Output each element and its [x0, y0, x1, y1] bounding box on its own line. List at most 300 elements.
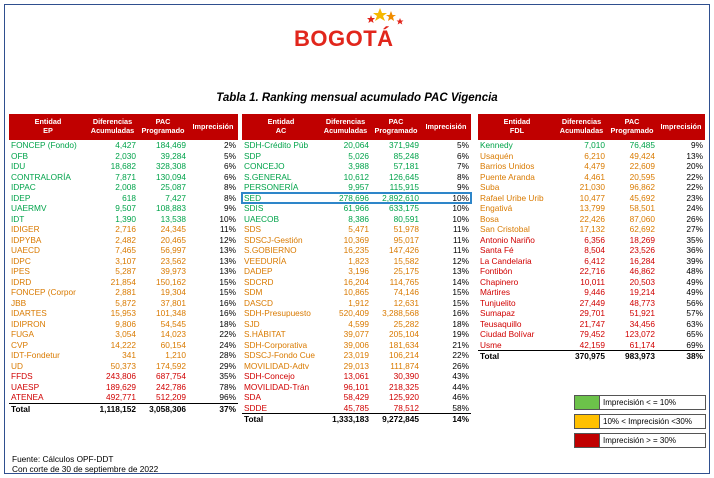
imprecision-cell: 10% — [219, 213, 236, 224]
imprecision-cell: 65% — [686, 329, 703, 339]
imprecision-cell: 26% — [452, 360, 469, 371]
table-row — [478, 182, 705, 193]
value-cell: 218,325 — [389, 381, 419, 392]
value-cell: 21,854 — [110, 276, 136, 287]
value-cell: 56,997 — [160, 245, 186, 255]
entity-cell: S.GENERAL — [244, 171, 292, 182]
imprecision-cell: 6% — [224, 171, 236, 182]
value-cell: 29,013 — [343, 360, 369, 371]
table-row — [9, 329, 238, 340]
value-cell: 16,284 — [629, 255, 655, 266]
table-row — [478, 287, 705, 298]
table-row — [9, 245, 238, 256]
imprecision-cell: 16% — [219, 308, 236, 318]
total-row — [478, 351, 705, 362]
entity-cell: UD — [11, 360, 23, 371]
value-cell: 687,754 — [156, 371, 186, 381]
table-row — [242, 287, 471, 298]
imprecision-cell: 56% — [686, 297, 703, 308]
value-cell: 4,427 — [115, 140, 136, 150]
imprecision-cell: 63% — [686, 318, 703, 329]
value-cell: 492,771 — [106, 392, 136, 402]
entity-cell: SDH-Crédito Púb — [244, 140, 309, 150]
value-cell: 242,786 — [156, 381, 186, 392]
table-row — [9, 287, 238, 298]
total-value: 3,058,306 — [138, 403, 188, 414]
table-row — [9, 235, 238, 246]
entity-cell: IDARTES — [11, 308, 47, 318]
value-cell: 21,030 — [579, 182, 605, 192]
legend-item — [574, 395, 706, 410]
legend-swatch — [575, 434, 599, 447]
column-header: Entidad EP — [9, 114, 87, 140]
table-row — [9, 224, 238, 235]
entity-cell: SDSCJ-Fondo Cue — [244, 350, 316, 360]
table-header-row — [9, 114, 238, 140]
bogota-logo — [294, 6, 424, 54]
value-cell: 6,210 — [584, 150, 605, 161]
imprecision-cell: 19% — [452, 329, 469, 339]
value-cell: 45,785 — [343, 402, 369, 413]
value-cell: 108,883 — [156, 203, 186, 213]
imprecision-cell: 23% — [686, 192, 703, 203]
entity-cell: Sumapaz — [480, 308, 516, 318]
footer-cutoff: Con corte de 30 de septiembre de 2022 — [12, 464, 159, 474]
value-cell: 278,696 — [339, 192, 369, 203]
imprecision-cell: 49% — [686, 287, 703, 297]
sed-highlight-box — [241, 192, 472, 205]
value-cell: 27,449 — [579, 297, 605, 308]
entity-cell: FONCEP (Corpor — [11, 287, 76, 297]
value-cell: 10,369 — [343, 234, 369, 245]
value-cell: 184,469 — [156, 140, 186, 150]
value-cell: 48,773 — [629, 297, 655, 308]
value-cell: 51,978 — [393, 224, 419, 234]
table-row — [9, 266, 238, 277]
entity-cell: Kennedy — [480, 140, 513, 150]
entity-cell: SDSCJ-Gestión — [244, 234, 303, 245]
table-header-row — [242, 114, 471, 140]
column-header: Imprecisión — [188, 114, 238, 140]
total-value: 983,973 — [607, 351, 657, 362]
entity-cell: S.GOBIERNO — [244, 245, 297, 255]
entity-cell: UAECOB — [244, 213, 280, 224]
value-cell: 10,612 — [343, 171, 369, 182]
imprecision-cell: 14% — [452, 276, 469, 287]
value-cell: 29,701 — [579, 308, 605, 318]
value-cell: 20,465 — [160, 234, 186, 245]
imprecision-cell: 15% — [452, 297, 469, 308]
entity-cell: Santa Fé — [480, 245, 514, 255]
value-cell: 95,017 — [393, 234, 419, 245]
table-row — [478, 277, 705, 288]
imprecision-cell: 35% — [219, 371, 236, 381]
imprecision-cell: 35% — [686, 234, 703, 245]
entity-cell: SED — [244, 192, 262, 203]
value-cell: 126,645 — [389, 171, 419, 182]
column-header: PAC Programado — [138, 114, 188, 140]
entity-cell: SDS — [244, 224, 262, 234]
imprecision-cell: 7% — [457, 161, 469, 171]
table-row — [242, 214, 471, 225]
value-cell: 3,107 — [115, 255, 136, 266]
entity-cell: Suba — [480, 182, 500, 192]
column-header: PAC Programado — [371, 114, 421, 140]
value-cell: 58,501 — [629, 203, 655, 213]
imprecision-cell: 43% — [452, 371, 469, 381]
entity-cell: PERSONERÍA — [244, 182, 299, 192]
value-cell: 23,526 — [629, 245, 655, 255]
table-row — [478, 235, 705, 246]
value-cell: 1,210 — [165, 350, 186, 360]
table-row — [478, 266, 705, 277]
imprecision-cell: 13% — [452, 266, 469, 276]
column-header: PAC Programado — [607, 114, 657, 140]
value-cell: 22,426 — [579, 213, 605, 224]
value-cell: 54,545 — [160, 318, 186, 329]
value-cell: 1,912 — [348, 297, 369, 308]
footer-source: Fuente: Cálculos OPF-DDT — [12, 454, 114, 464]
value-cell: 24,345 — [160, 224, 186, 234]
value-cell: 4,479 — [584, 161, 605, 171]
value-cell: 205,104 — [389, 329, 419, 339]
entity-cell: La Candelaria — [480, 255, 532, 266]
value-cell: 14,222 — [110, 339, 136, 350]
imprecision-cell: 10% — [452, 203, 469, 213]
imprecision-cell: 27% — [686, 224, 703, 234]
table-row — [478, 203, 705, 214]
value-cell: 7,427 — [165, 192, 186, 203]
value-cell: 520,409 — [339, 308, 369, 318]
table-row — [9, 382, 238, 393]
table-row — [9, 371, 238, 382]
table-row — [242, 266, 471, 277]
entity-cell: IDT — [11, 213, 25, 224]
imprecision-cell: 13% — [219, 266, 236, 276]
value-cell: 58,429 — [343, 392, 369, 402]
entity-cell: Tunjuelito — [480, 297, 516, 308]
value-cell: 7,010 — [584, 140, 605, 150]
legend-label: 10% < Imprecisión <30% — [599, 415, 705, 428]
table-row — [242, 224, 471, 235]
value-cell: 6,412 — [584, 255, 605, 266]
table-row — [9, 172, 238, 183]
total-value: 9,272,845 — [371, 414, 421, 425]
value-cell: 10,865 — [343, 287, 369, 297]
table-row — [478, 298, 705, 309]
value-cell: 10,477 — [579, 192, 605, 203]
legend-item — [574, 433, 706, 448]
table-row — [478, 245, 705, 256]
table-row — [242, 298, 471, 309]
table-row — [242, 235, 471, 246]
table-row — [9, 182, 238, 193]
entity-cell: SDP — [244, 150, 262, 161]
value-cell: 150,162 — [156, 276, 186, 287]
value-cell: 1,390 — [115, 213, 136, 224]
imprecision-cell: 78% — [219, 381, 236, 392]
entity-cell: UAECD — [11, 245, 41, 255]
value-cell: 30,390 — [393, 371, 419, 381]
table-row — [242, 319, 471, 330]
imprecision-cell: 69% — [686, 339, 703, 350]
value-cell: 39,077 — [343, 329, 369, 339]
value-cell: 60,154 — [160, 339, 186, 350]
table-row — [242, 203, 471, 214]
total-label: Total — [242, 414, 320, 425]
table-row — [478, 214, 705, 225]
table-row — [478, 172, 705, 183]
value-cell: 25,175 — [393, 266, 419, 276]
entity-cell: Teusaquillo — [480, 318, 522, 329]
imprecision-cell: 5% — [224, 150, 236, 161]
imprecision-cell: 12% — [452, 255, 469, 266]
imprecision-cell: 16% — [452, 308, 469, 318]
table-row — [9, 151, 238, 162]
value-cell: 25,087 — [160, 182, 186, 192]
value-cell: 16,235 — [343, 245, 369, 255]
entity-cell: UAERMV — [11, 203, 47, 213]
entity-cell: IDEP — [11, 192, 31, 203]
entity-cell: Mártires — [480, 287, 510, 297]
column-header: Diferencias Acumuladas — [320, 114, 371, 140]
value-cell: 15,953 — [110, 308, 136, 318]
imprecision-cell: 8% — [224, 192, 236, 203]
value-cell: 147,426 — [389, 245, 419, 255]
imprecision-cell: 20% — [686, 161, 703, 171]
imprecision-cell: 22% — [452, 350, 469, 360]
entity-cell: Engativá — [480, 203, 513, 213]
entity-cell: SDCRD — [244, 276, 274, 287]
table-row — [9, 140, 238, 151]
value-cell: 20,064 — [343, 140, 369, 150]
value-cell: 13,538 — [160, 213, 186, 224]
entity-cell: SJD — [244, 318, 260, 329]
imprecision-cell: 22% — [686, 171, 703, 182]
value-cell: 9,957 — [348, 182, 369, 192]
table-row — [242, 392, 471, 403]
value-cell: 37,801 — [160, 297, 186, 308]
value-cell: 39,284 — [160, 150, 186, 161]
table-row — [478, 140, 705, 151]
imprecision-cell: 15% — [452, 287, 469, 297]
entity-cell: Rafael Uribe Urib — [480, 192, 544, 203]
table-header-row — [478, 114, 705, 140]
value-cell: 61,174 — [629, 339, 655, 350]
value-cell: 22,716 — [579, 266, 605, 276]
imprecision-cell: 44% — [452, 381, 469, 392]
value-cell: 3,288,568 — [382, 308, 419, 318]
imprecision-cell: 11% — [453, 245, 469, 255]
value-cell: 7,871 — [115, 171, 136, 182]
table-row — [9, 350, 238, 361]
value-cell: 14,023 — [160, 329, 186, 339]
entity-cell: SDIS — [244, 203, 264, 213]
column-header: Entidad AC — [242, 114, 320, 140]
entity-cell: IDPYBA — [11, 234, 42, 245]
total-value: 37% — [188, 403, 238, 414]
value-cell: 34,456 — [629, 318, 655, 329]
entity-cell: MOVILIDAD-Trán — [244, 381, 310, 392]
value-cell: 106,214 — [389, 350, 419, 360]
table-row — [9, 392, 238, 403]
entity-cell: FONCEP (Fondo) — [11, 140, 77, 150]
value-cell: 633,175 — [389, 203, 419, 213]
value-cell: 16,204 — [343, 276, 369, 287]
value-cell: 243,806 — [106, 371, 136, 381]
entity-cell: VEEDURÍA — [244, 255, 287, 266]
value-cell: 21,747 — [579, 318, 605, 329]
entity-cell: IDIPRON — [11, 318, 46, 329]
table-row — [242, 308, 471, 319]
value-cell: 115,915 — [389, 182, 419, 192]
imprecision-cell: 57% — [686, 308, 703, 318]
table-row — [9, 298, 238, 309]
value-cell: 101,348 — [156, 308, 186, 318]
value-cell: 23,562 — [160, 255, 186, 266]
value-cell: 39,973 — [160, 266, 186, 276]
total-value: 38% — [657, 351, 705, 362]
legend-swatch — [575, 415, 599, 428]
value-cell: 85,248 — [393, 150, 419, 161]
imprecision-cell: 8% — [457, 171, 469, 182]
table-row — [242, 329, 471, 340]
imprecision-cell: 15% — [219, 287, 236, 297]
imprecision-cell: 13% — [219, 245, 236, 255]
value-cell: 17,132 — [579, 224, 605, 234]
value-cell: 341 — [122, 350, 136, 360]
imprecision-cell: 2% — [224, 140, 236, 150]
value-cell: 8,504 — [584, 245, 605, 255]
imprecision-cell: 58% — [452, 402, 469, 413]
entity-cell: IDPAC — [11, 182, 36, 192]
table-fdl — [478, 114, 705, 362]
entity-cell: SDH-Presupuesto — [244, 308, 311, 318]
entity-cell: SDM — [244, 287, 263, 297]
value-cell: 39,006 — [343, 339, 369, 350]
value-cell: 87,060 — [629, 213, 655, 224]
entity-cell: FUGA — [11, 329, 35, 339]
value-cell: 125,920 — [389, 392, 419, 402]
table-row — [478, 308, 705, 319]
value-cell: 3,988 — [348, 161, 369, 171]
table-row — [242, 350, 471, 361]
value-cell: 18,682 — [110, 161, 136, 171]
table-row — [242, 140, 471, 151]
value-cell: 96,862 — [629, 182, 655, 192]
imprecision-cell: 11% — [453, 224, 469, 234]
entity-cell: CVP — [11, 339, 29, 350]
entity-cell: Antonio Nariño — [480, 234, 535, 245]
value-cell: 22,609 — [629, 161, 655, 171]
value-cell: 96,101 — [343, 381, 369, 392]
table-row — [242, 340, 471, 351]
imprecision-cell: 22% — [686, 182, 703, 192]
imprecision-cell: 13% — [219, 255, 236, 266]
entity-cell: FFDS — [11, 371, 33, 381]
table-row — [242, 161, 471, 172]
entity-cell: SDH-Concejo — [244, 371, 295, 381]
table-row — [9, 203, 238, 214]
imprecision-cell: 18% — [452, 318, 469, 329]
imprecision-cell: 18% — [219, 318, 236, 329]
table-row — [9, 277, 238, 288]
total-value: 14% — [421, 414, 471, 425]
entity-cell: SDDE — [244, 402, 268, 413]
table-row — [9, 214, 238, 225]
entity-cell: Usaquén — [480, 150, 514, 161]
value-cell: 62,692 — [629, 224, 655, 234]
entity-cell: Puente Aranda — [480, 171, 535, 182]
entity-cell: SDH-Corporativa — [244, 339, 308, 350]
imprecision-cell: 49% — [686, 276, 703, 287]
total-label: Total — [478, 351, 556, 362]
value-cell: 50,373 — [110, 360, 136, 371]
table-row — [9, 193, 238, 204]
value-cell: 130,094 — [156, 171, 186, 182]
value-cell: 2,881 — [115, 287, 136, 297]
table-row — [478, 224, 705, 235]
column-header: Diferencias Acumuladas — [87, 114, 138, 140]
logo-text: BOGOTÁ — [294, 26, 394, 51]
value-cell: 23,019 — [343, 350, 369, 360]
imprecision-cell: 15% — [219, 276, 236, 287]
value-cell: 3,054 — [115, 329, 136, 339]
legend-swatch — [575, 396, 599, 409]
value-cell: 174,592 — [156, 360, 186, 371]
imprecision-cell: 26% — [686, 213, 703, 224]
table-row — [9, 361, 238, 372]
value-cell: 5,026 — [348, 150, 369, 161]
imprecision-cell: 48% — [686, 266, 703, 276]
table-row — [9, 256, 238, 267]
value-cell: 25,282 — [393, 318, 419, 329]
imprecision-cell: 11% — [220, 224, 236, 234]
entity-cell: IDRD — [11, 276, 32, 287]
value-cell: 618 — [122, 192, 136, 203]
imprecision-cell: 11% — [453, 234, 469, 245]
value-cell: 42,159 — [579, 339, 605, 350]
value-cell: 20,503 — [629, 276, 655, 287]
value-cell: 57,181 — [393, 161, 419, 171]
table-row — [478, 319, 705, 330]
legend-label: Imprecisión < = 10% — [599, 396, 705, 409]
table-ep — [9, 114, 238, 414]
entity-cell: Bosa — [480, 213, 499, 224]
value-cell: 1,823 — [348, 255, 369, 266]
value-cell: 2,008 — [115, 182, 136, 192]
entity-cell: S.HÁBITAT — [244, 329, 286, 339]
value-cell: 111,874 — [390, 360, 419, 371]
imprecision-cell: 8% — [224, 182, 236, 192]
page-title: Tabla 1. Ranking mensual acumulado PAC Vigencia — [216, 92, 498, 104]
table-ac — [242, 114, 471, 425]
imprecision-cell: 12% — [219, 234, 236, 245]
imprecision-cell: 24% — [686, 203, 703, 213]
total-value: 1,118,152 — [87, 403, 138, 414]
value-cell: 76,485 — [629, 140, 655, 150]
entity-cell: IDU — [11, 161, 26, 171]
entity-cell: Barrios Unidos — [480, 161, 535, 171]
value-cell: 3,196 — [348, 266, 369, 276]
value-cell: 2,482 — [115, 234, 136, 245]
entity-cell: OFB — [11, 150, 29, 161]
total-value: 370,975 — [556, 351, 607, 362]
value-cell: 12,631 — [393, 297, 419, 308]
value-cell: 49,424 — [629, 150, 655, 161]
entity-cell: IDPC — [11, 255, 31, 266]
entity-cell: Fontibón — [480, 266, 513, 276]
